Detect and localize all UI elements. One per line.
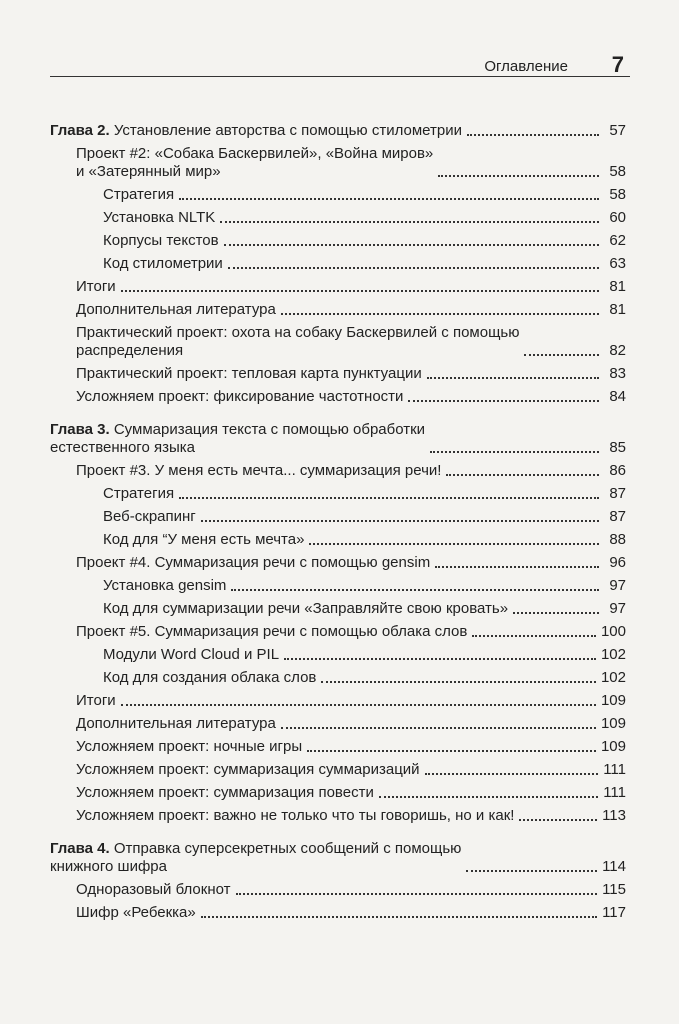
- toc-entry-text: Установка NLTK: [103, 209, 216, 226]
- toc-page-number: 115: [602, 881, 626, 898]
- toc-entry-text: Шифр «Ребекка»: [76, 904, 196, 921]
- toc-entry-title: [50, 122, 462, 140]
- page-number: 7: [611, 52, 624, 77]
- toc-page-number: 100: [600, 623, 626, 640]
- toc-entry-text: Код для суммаризации речи «Заправляйте свою кровать»: [103, 600, 509, 617]
- dot-leader: [430, 450, 599, 453]
- toc-page-number: 97: [609, 600, 626, 617]
- toc-page-number: 82: [609, 342, 626, 359]
- toc-entry-text: Стратегия: [103, 186, 175, 203]
- toc-entry: [50, 761, 626, 779]
- toc-entry-text: Одноразовый блокнот: [76, 881, 231, 898]
- dot-leader: [281, 726, 596, 729]
- toc-entry-title: [76, 715, 276, 733]
- toc-entry-title: [103, 255, 223, 273]
- toc-page-number: 109: [600, 692, 626, 709]
- toc-page-number: 81: [609, 301, 626, 318]
- toc-entry: [50, 324, 626, 360]
- toc-entry-title: [103, 209, 215, 227]
- dot-leader: [321, 680, 596, 683]
- toc-entry-title: [103, 531, 304, 549]
- dot-leader: [425, 772, 599, 775]
- toc-entry-text: Код для создания облака слов: [103, 669, 317, 686]
- toc-entry: [50, 669, 626, 687]
- toc-entry: [50, 365, 626, 383]
- toc-entry-title: [103, 600, 508, 618]
- toc-entry: [50, 388, 626, 406]
- toc-page-number: 111: [603, 784, 626, 801]
- toc-entry-text: Веб-скрапинг: [103, 508, 196, 525]
- dot-leader: [179, 197, 599, 200]
- toc-entry-title: [50, 421, 425, 457]
- toc-entry-text: Усложняем проект: важно не только что ты говоришь, но и как!: [76, 807, 515, 824]
- toc-entry: [50, 715, 626, 733]
- toc-entry-title: [76, 554, 430, 572]
- toc-page-number: 87: [609, 485, 626, 502]
- toc-page-number: 58: [609, 186, 626, 203]
- toc-entry-title: [76, 692, 116, 710]
- chapter-label: Глава 2.: [50, 122, 110, 139]
- toc-entry-text: Итоги: [76, 278, 116, 295]
- dot-leader: [519, 818, 597, 821]
- toc-page-number: 57: [609, 122, 626, 139]
- dot-leader: [281, 312, 599, 315]
- toc-entry: [50, 577, 626, 595]
- toc-page-number: 111: [603, 761, 626, 778]
- toc-chapter-entry: [50, 840, 626, 876]
- dot-leader: [309, 542, 599, 545]
- toc-entry-text: Усложняем проект: суммаризация суммаризаций: [76, 761, 420, 778]
- toc-entry: [50, 554, 626, 572]
- toc-entry-text: Проект #2: «Собака Баскервилей», «Война миров» и «Затерянный мир»: [76, 145, 434, 180]
- toc-entry-title: [103, 669, 316, 687]
- toc-entry-title: [103, 577, 226, 595]
- chapter-label: Глава 3.: [50, 421, 110, 438]
- toc-entry-title: [76, 881, 231, 899]
- toc-entry-text: Стратегия: [103, 485, 175, 502]
- toc-entry-title: [103, 186, 174, 204]
- dot-leader: [284, 657, 596, 660]
- dot-leader: [427, 376, 599, 379]
- toc-entry: [50, 232, 626, 250]
- toc-entry-text: Проект #4. Суммаризация речи с помощью gensim: [76, 554, 431, 571]
- toc-page-number: 117: [602, 904, 626, 921]
- dot-leader: [467, 133, 599, 136]
- toc-entry: [50, 623, 626, 641]
- toc-entry-text: Усложняем проект: ночные игры: [76, 738, 303, 755]
- toc-entry-title: [76, 738, 302, 756]
- toc-entry-text: Код стилометрии: [103, 255, 223, 272]
- toc-page-number: 102: [600, 646, 626, 663]
- toc-page-number: 97: [609, 577, 626, 594]
- toc-page-number: 109: [600, 715, 626, 732]
- toc-entry-title: [103, 485, 174, 503]
- toc-entry-title: [76, 278, 116, 296]
- toc-page-number: 83: [609, 365, 626, 382]
- dot-leader: [408, 399, 599, 402]
- toc-page-number: 84: [609, 388, 626, 405]
- toc-entry: [50, 301, 626, 319]
- toc-entry: [50, 508, 626, 526]
- toc-chapter-entry: [50, 421, 626, 457]
- running-header: [50, 54, 630, 77]
- dot-leader: [228, 266, 599, 269]
- toc-page-number: 60: [609, 209, 626, 226]
- dot-leader: [201, 915, 597, 918]
- toc-entry-title: [76, 324, 519, 360]
- toc-entry-text: Корпусы текстов: [103, 232, 219, 249]
- toc-entry: [50, 600, 626, 618]
- toc-entry-title: [76, 623, 467, 641]
- toc-entry-text: Усложняем проект: суммаризация повести: [76, 784, 374, 801]
- dot-leader: [435, 565, 599, 568]
- dot-leader: [231, 588, 599, 591]
- toc-entry: [50, 881, 626, 899]
- toc-entry-title: [103, 232, 219, 250]
- toc-entry-title: [76, 145, 433, 181]
- table-of-contents: [50, 118, 626, 927]
- dot-leader: [466, 869, 597, 872]
- toc-entry: [50, 738, 626, 756]
- toc-page-number: 86: [609, 462, 626, 479]
- dot-leader: [201, 519, 599, 522]
- toc-entry-text: Установление авторства с помощью стилометрии: [109, 122, 462, 139]
- toc-entry-text: Код для “У меня есть мечта»: [103, 531, 305, 548]
- toc-entry-text: Проект #3. У меня есть мечта... суммаризация речи!: [76, 462, 442, 479]
- toc-entry-text: Практический проект: охота на собаку Баскервилей с помощью распределения: [76, 324, 520, 359]
- toc-entry-text: Проект #5. Суммаризация речи с помощью облака слов: [76, 623, 468, 640]
- toc-page-number: 85: [609, 439, 626, 456]
- toc-entry-text: Дополнительная литература: [76, 715, 276, 732]
- toc-entry: [50, 145, 626, 181]
- dot-leader: [224, 243, 599, 246]
- running-header-title: Оглавление: [484, 58, 568, 75]
- toc-entry-title: [76, 784, 374, 802]
- toc-entry-title: [50, 840, 461, 876]
- dot-leader: [236, 892, 598, 895]
- toc-entry: [50, 692, 626, 710]
- toc-entry-text: Дополнительная литература: [76, 301, 276, 318]
- toc-page-number: 81: [609, 278, 626, 295]
- toc-entry-title: [76, 388, 403, 406]
- toc-entry-title: [76, 807, 514, 825]
- toc-page-number: 109: [600, 738, 626, 755]
- toc-entry-text: Установка gensim: [103, 577, 227, 594]
- toc-entry: [50, 255, 626, 273]
- toc-entry: [50, 485, 626, 503]
- toc-entry: [50, 278, 626, 296]
- dot-leader: [220, 220, 599, 223]
- toc-entry: [50, 807, 626, 825]
- toc-entry-text: Практический проект: тепловая карта пунктуации: [76, 365, 422, 382]
- toc-page-number: 114: [602, 858, 626, 875]
- toc-entry: [50, 531, 626, 549]
- toc-entry-text: Усложняем проект: фиксирование частотности: [76, 388, 404, 405]
- toc-entry-text: Суммаризация текста с помощью обработки естественного языка: [50, 421, 426, 456]
- dot-leader: [121, 289, 599, 292]
- dot-leader: [121, 703, 596, 706]
- toc-entry-text: Модули Word Cloud и PIL: [103, 646, 280, 663]
- dot-leader: [307, 749, 596, 752]
- toc-page-number: 102: [600, 669, 626, 686]
- toc-entry-text: Итоги: [76, 692, 116, 709]
- toc-entry-title: [76, 761, 420, 779]
- toc-page-number: 88: [609, 531, 626, 548]
- dot-leader: [472, 634, 596, 637]
- toc-page-number: 58: [609, 163, 626, 180]
- dot-leader: [179, 496, 599, 499]
- toc-entry: [50, 904, 626, 922]
- toc-entry: [50, 462, 626, 480]
- toc-entry: [50, 646, 626, 664]
- toc-page-number: 63: [609, 255, 626, 272]
- toc-entry-title: [76, 904, 196, 922]
- toc-entry-title: [76, 301, 276, 319]
- dot-leader: [524, 353, 599, 356]
- toc-chapter-entry: [50, 122, 626, 140]
- chapter-label: Глава 4.: [50, 840, 110, 857]
- dot-leader: [446, 473, 599, 476]
- toc-page-number: 87: [609, 508, 626, 525]
- toc-entry-title: [76, 462, 441, 480]
- toc-page-number: 96: [609, 554, 626, 571]
- dot-leader: [379, 795, 598, 798]
- dot-leader: [438, 174, 599, 177]
- toc-entry: [50, 784, 626, 802]
- toc-entry-title: [76, 365, 422, 383]
- toc-entry: [50, 186, 626, 204]
- toc-entry: [50, 209, 626, 227]
- toc-page-number: 62: [609, 232, 626, 249]
- dot-leader: [513, 611, 599, 614]
- toc-entry-title: [103, 508, 196, 526]
- toc-page-number: 113: [602, 807, 626, 824]
- toc-entry-text: Отправка суперсекретных сообщений с помощью книжного шифра: [50, 840, 462, 875]
- toc-entry-title: [103, 646, 279, 664]
